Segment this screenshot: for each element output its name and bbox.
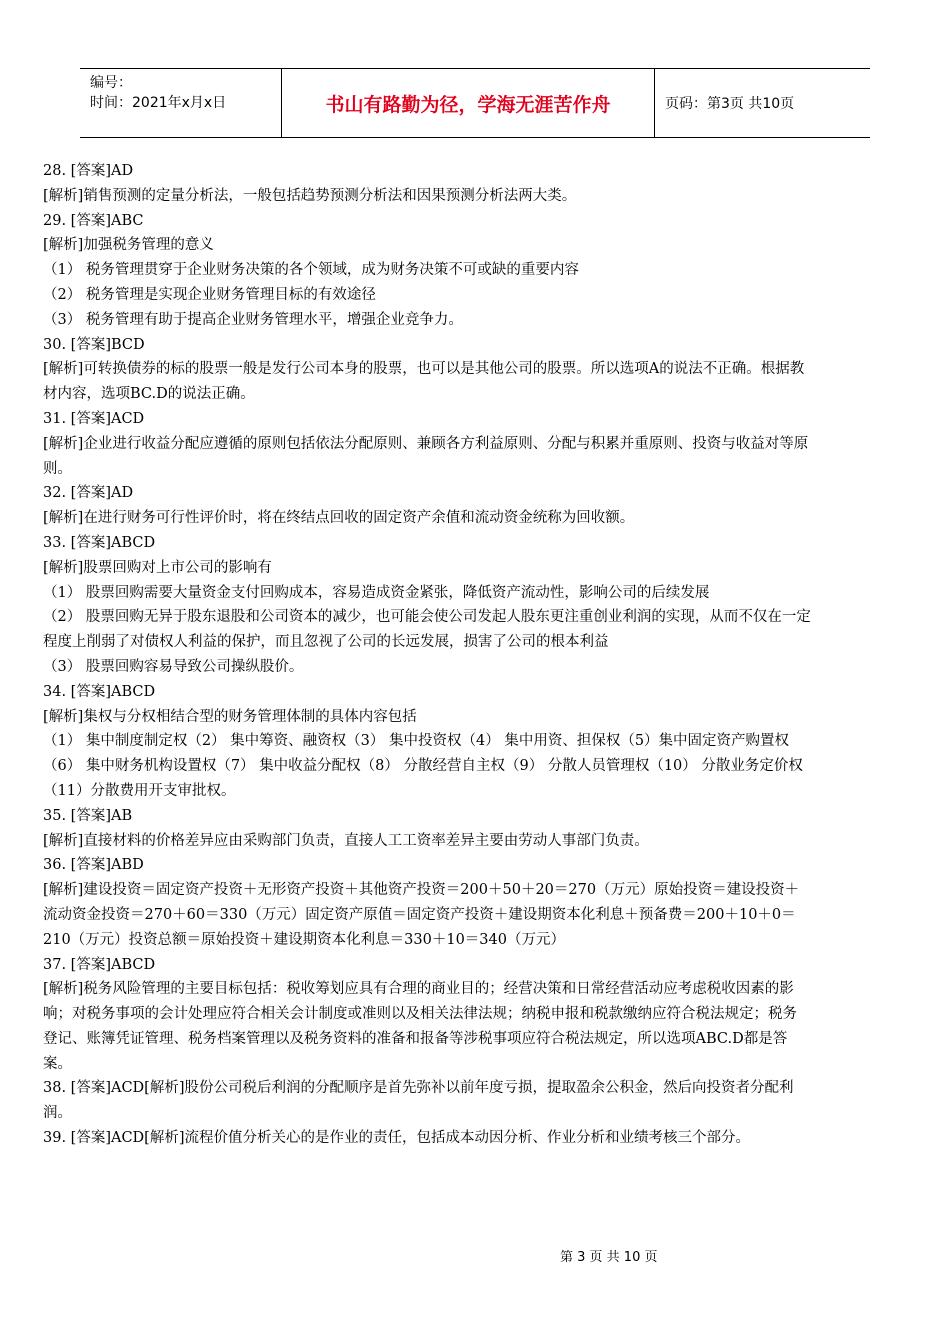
answer-line: 39. [答案]ACD[解析]流程价值分析关心的是作业的责任，包括成本动因分析、作业分析和业绩考核三个部分。	[43, 1130, 750, 1147]
header-motto: 书山有路勤为径，学海无涯苦作舟	[282, 69, 655, 137]
answer-line: 28. [答案]AD	[43, 163, 134, 179]
answer-line: 36. [答案]ABD	[43, 857, 144, 874]
page-header	[80, 68, 870, 138]
document-time-label: 时间：2021年x月x日	[90, 95, 227, 111]
list-item: （1） 股票回购需要大量资金支付回购成本，容易造成资金紧张，降低资产流动性，影响公司的后续发展	[43, 584, 710, 601]
list-item: （3） 股票回购容易导致公司操纵股价。	[43, 658, 304, 675]
answer-line: 35. [答案]AB	[43, 807, 133, 824]
list-item: （3） 税务管理有助于提高企业财务管理水平，增强企业竞争力。	[43, 311, 463, 328]
answer-line: 34. [答案]ABCD	[43, 683, 156, 700]
explanation-line: [解析]在进行财务可行性评价时，将在终结点回收的固定资产余值和流动资金统称为回收额。	[43, 510, 635, 527]
explanation-line: [解析]直接材料的价格差异应由采购部门负责，直接人工工资率差异主要由劳动人事部门负责。	[43, 832, 649, 849]
document-body	[43, 159, 811, 1151]
explanation-line: [解析]企业进行收益分配应遵循的原则包括依法分配原则、兼顾各方利益原则、分配与积累并重原则、投资与收益对等原则。	[43, 435, 809, 477]
answer-line: 31. [答案]ACD	[43, 410, 145, 427]
answer-line: 29. [答案]ABC	[43, 212, 144, 229]
answer-line: 32. [答案]AD	[43, 485, 134, 502]
explanation-line: [解析]加强税务管理的意义	[43, 237, 214, 254]
list-item: （1） 集中制度制定权（2） 集中筹资、融资权（3） 集中投资权（4） 集中用资、担保权（5）集中固定资产购置权（6） 集中财务机构设置权（7） 集中收益分配权（8） 分散经营自主权（9） 分散人员管理权（10） 分散业务定价权（11）分散费用开支审批权。	[43, 733, 803, 799]
answer-line: 37. [答案]ABCD	[43, 956, 156, 973]
header-meta	[80, 69, 282, 137]
explanation-line: [解析]集权与分权相结合型的财务管理体制的具体内容包括	[43, 708, 417, 725]
list-item: （1） 税务管理贯穿于企业财务决策的各个领域，成为财务决策不可或缺的重要内容	[43, 262, 579, 279]
answer-line: 33. [答案]ABCD	[43, 534, 156, 551]
explanation-line: [解析]销售预测的定量分析法，一般包括趋势预测分析法和因果预测分析法两大类。	[43, 187, 577, 204]
page-footer: 第 3 页 共 10 页	[560, 1250, 658, 1265]
header-page-number: 页码：第3页 共10页	[665, 96, 795, 112]
explanation-line: [解析]可转换债券的标的股票一般是发行公司本身的股票，也可以是其他公司的股票。所以选项A的说法不正确。根据教材内容，选项BC.D的说法正确。	[43, 361, 805, 403]
list-item: （2） 股票回购无异于股东退股和公司资本的减少，也可能会使公司发起人股东更注重创业利润的实现，从而不仅在一定程度上削弱了对债权人利益的保护，而且忽视了公司的长远发展，损害了公司的根本利益	[43, 609, 811, 651]
explanation-line: [解析]建设投资＝固定资产投资＋无形资产投资＋其他资产投资＝200＋50＋20＝270（万元）原始投资＝建设投资＋流动资金投资＝270＋60＝330（万元）固定资产原值＝固定资产投资＋建设期资本化利息＋预备费＝200＋10＋0＝210（万元）投资总额＝原始投资＋建设期资本化利息＝330＋10＝340（万元）	[43, 882, 800, 948]
document-number-label: 编号：	[90, 75, 132, 91]
explanation-line: [解析]税务风险管理的主要目标包括：税收筹划应具有合理的商业目的；经营决策和日常经营活动应考虑税收因素的影响；对税务事项的会计处理应符合相关会计制度或准则以及相关法律法规；纳税申报和税款缴纳应符合税法规定；税务登记、账簿凭证管理、税务档案管理以及税务资料的准备和报备等涉税事项应符合税法规定，所以选项ABC.D都是答案。	[43, 981, 797, 1072]
explanation-line: [解析]股票回购对上市公司的影响有	[43, 559, 272, 576]
answer-line: 30. [答案]BCD	[43, 336, 145, 353]
answer-line: 38. [答案]ACD[解析]股份公司税后利润的分配顺序是首先弥补以前年度亏损，提取盈余公积金，然后向投资者分配利润。	[43, 1080, 794, 1122]
list-item: （2） 税务管理是实现企业财务管理目标的有效途径	[43, 286, 376, 303]
